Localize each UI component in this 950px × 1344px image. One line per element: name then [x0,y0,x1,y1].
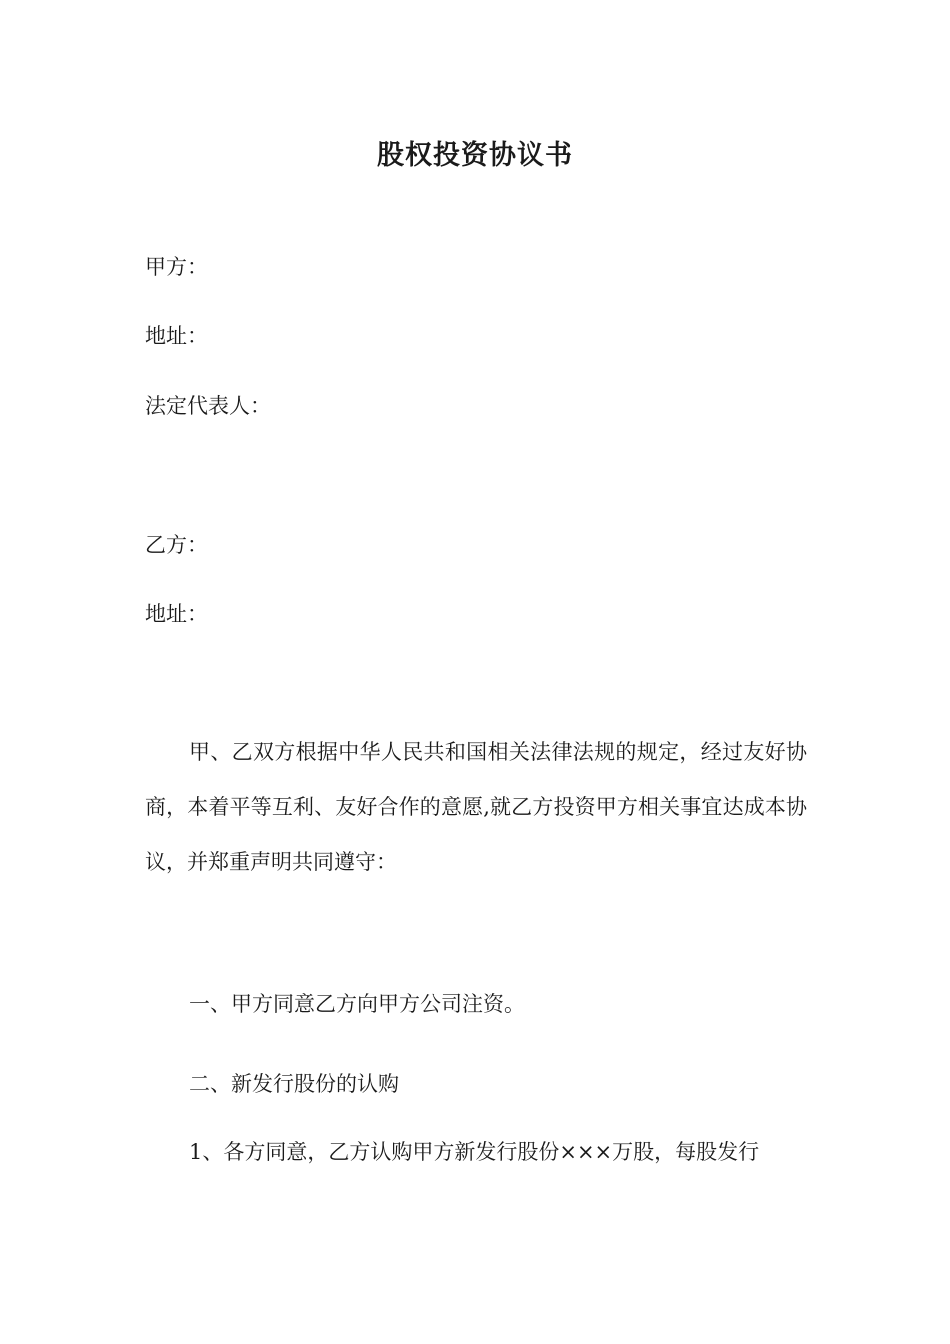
party-b-address: 地址： [145,602,208,626]
preamble-paragraph: 甲、乙双方根据中华人民共和国相关法律法规的规定，经过友好协商，本着平等互利、友好合作的意愿,就乙方投资甲方相关事宜达成本协议，并郑重声明共同遵守： [145,740,807,874]
clause-2: 二、新发行股份的认购 [189,1072,399,1096]
document-title: 股权投资协议书 [377,140,573,171]
party-a-address: 地址： [145,324,208,348]
clause-1: 一、甲方同意乙方向甲方公司注资。 [189,992,525,1016]
party-a-label: 甲方： [145,255,208,279]
party-b-label: 乙方： [145,533,208,557]
party-a-legal-rep: 法定代表人： [145,394,271,418]
clause-2-1: 1、各方同意，乙方认购甲方新发行股份×××万股，每股发行 [189,1140,760,1164]
